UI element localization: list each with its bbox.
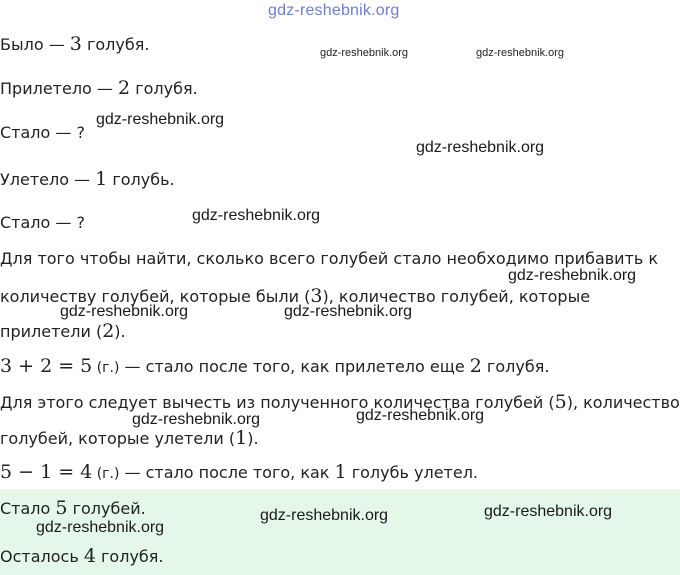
text: Было — [0,35,70,54]
equation-expression: 5 − 1 = 4 [0,461,93,483]
watermark: gdz-reshebnik.org [36,519,165,536]
equation-1 [0,356,549,378]
text: голубь. [107,170,175,189]
text: Улетело — [0,170,96,189]
text: — стало после того, как [119,463,335,482]
text: количеству голубей, которые были ( [0,287,311,306]
paragraph-1-line-3 [0,321,126,342]
watermark: gdz-reshebnik.org [192,207,321,224]
text: — стало после того, как прилетело еще [119,357,470,376]
unit: (г.) [92,466,120,482]
text: прилетели ( [0,322,103,341]
text: голубей. [67,499,146,518]
text: голубя. [130,79,198,98]
watermark: gdz-reshebnik.org [476,47,565,59]
watermark: gdz-reshebnik.org [416,139,545,156]
text: Для этого следует вычесть из полученного количества голубей ( [0,393,555,412]
watermark: gdz-reshebnik.org [132,411,261,428]
number: 2 [102,320,115,342]
watermark: gdz-reshebnik.org [356,407,485,424]
text: голубя. [481,357,550,376]
answer-line-2 [0,546,164,567]
text: голубя. [81,35,150,54]
text: ). [114,322,126,341]
equation-expression: 3 + 2 = 5 [0,355,93,377]
line-uletelo [0,169,175,190]
watermark: gdz-reshebnik.org [284,303,413,320]
watermark: gdz-reshebnik.org [508,267,637,284]
unit: (г.) [92,360,120,376]
number: 4 [83,545,96,567]
line-stalo-2: Стало — ? [0,213,85,232]
number: 2 [118,77,131,99]
top-watermark: gdz-reshebnik.org [268,2,400,19]
watermark: gdz-reshebnik.org [96,111,225,128]
paragraph-1-line-1: Для того чтобы найти, сколько всего голубей стало необходимо прибавить к [0,249,659,268]
line-stalo-1: Стало — ? [0,123,85,142]
number: 1 [334,461,347,483]
number: 5 [554,391,567,413]
text: голубь улетел. [346,463,479,482]
number: 5 [55,497,68,519]
text: ), количество [566,393,680,412]
paragraph-2-line-1 [0,392,680,413]
text: Осталось [0,547,84,566]
text: ). [247,429,259,448]
watermark: gdz-reshebnik.org [320,47,409,59]
number: 3 [69,33,82,55]
text: Прилетело — [0,79,119,98]
text: голубя. [95,547,164,566]
text: ), количество голубей, которые [322,287,591,306]
watermark: gdz-reshebnik.org [260,507,389,524]
watermark: gdz-reshebnik.org [60,303,189,320]
text: голубей, которые улетели ( [0,429,236,448]
line-bylo [0,34,149,55]
line-priletelo [0,78,198,99]
number: 1 [235,427,248,449]
equation-2 [0,462,478,484]
paragraph-2-line-2 [0,428,259,449]
text: Стало [0,499,56,518]
number: 2 [469,355,482,377]
answer-line-1 [0,498,146,519]
number: 1 [95,168,108,190]
watermark: gdz-reshebnik.org [484,503,613,520]
number: 3 [310,285,323,307]
